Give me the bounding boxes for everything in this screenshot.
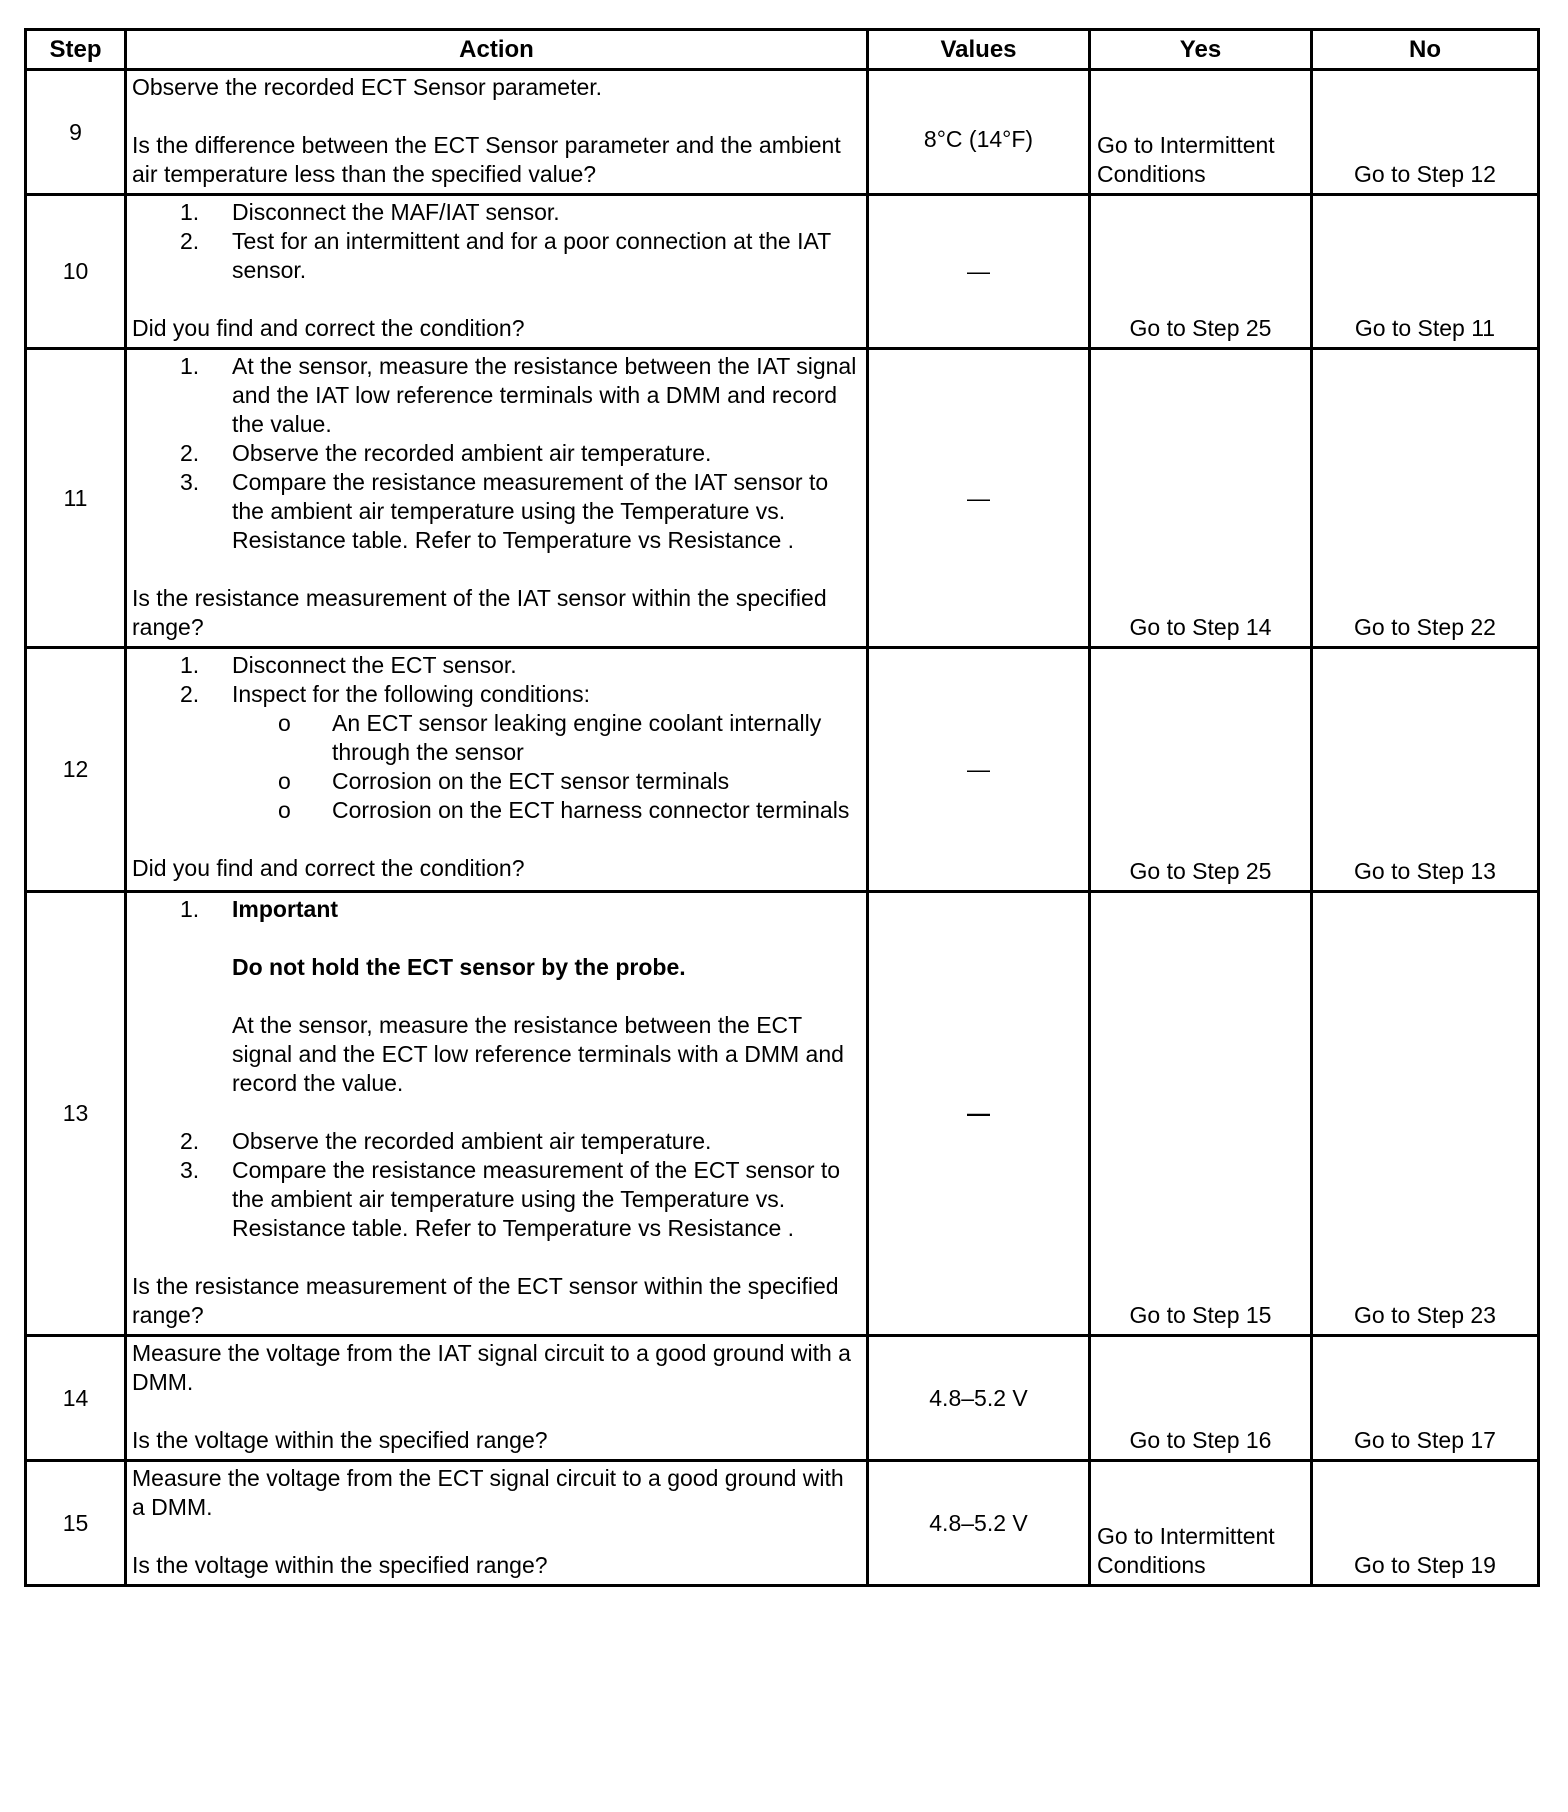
bullet-icon: o [278, 710, 291, 736]
important-warning: Do not hold the ECT sensor by the probe. [232, 954, 686, 980]
step-no: Go to Step 17 [1312, 1336, 1539, 1461]
step-value: — [868, 648, 1090, 892]
step-no: Go to Step 12 [1312, 70, 1539, 195]
action-question: Is the resistance measurement of the IAT sensor within the specified range? [132, 585, 827, 640]
step-no: Go to Step 23 [1312, 892, 1539, 1336]
step-yes: Go to Intermittent Conditions [1090, 70, 1312, 195]
step-no: Go to Step 11 [1312, 195, 1539, 349]
diagnostic-steps-table [24, 28, 1540, 1587]
step-value: 4.8–5.2 V [868, 1336, 1090, 1461]
step-row-13 [26, 892, 1539, 1336]
list-item: 1. Important Do not hold the ECT sensor by the probe. At the sensor, measure the resistance between the ECT signal and the ECT low reference terminals with a DMM and record the value. [180, 896, 844, 1096]
action-list [132, 651, 862, 825]
step-row-10 [26, 195, 1539, 349]
action-list [132, 198, 862, 285]
step-yes: Go to Intermittent Conditions [1090, 1461, 1312, 1586]
step-action [126, 1461, 868, 1586]
action-list [132, 352, 862, 555]
bullet-icon: o [278, 768, 291, 794]
list-item: 2. Observe the recorded ambient air temperature. [180, 440, 712, 466]
step-row-9 [26, 70, 1539, 195]
step-yes: Go to Step 16 [1090, 1336, 1312, 1461]
action-instruction: Measure the voltage from the IAT signal circuit to a good ground with a DMM. [132, 1340, 851, 1395]
step-yes: Go to Step 25 [1090, 195, 1312, 349]
list-item: 2. Inspect for the following conditions: o An ECT sensor leaking engine coolant internally through the sensor o Corrosion on the ECT sensor terminals o Corrosion on the ECT harness connector terminals [132, 680, 862, 825]
header-values: Values [868, 30, 1090, 70]
action-question: Is the voltage within the specified range? [132, 1427, 548, 1453]
action-instruction: Measure the voltage from the ECT signal circuit to a good ground with a DMM. [132, 1465, 844, 1520]
step-number: 15 [26, 1461, 126, 1586]
action-instruction: Observe the recorded ECT Sensor parameter. [132, 74, 603, 100]
important-label: Important [232, 896, 339, 922]
action-question: Did you find and correct the condition? [132, 855, 525, 881]
step-value: 8°C (14°F) [868, 70, 1090, 195]
step-value: 4.8–5.2 V [868, 1461, 1090, 1586]
step-value: — [868, 195, 1090, 349]
step-number: 13 [26, 892, 126, 1336]
header-row [26, 30, 1539, 70]
list-item: 3. Compare the resistance measurement of the ECT sensor to the ambient air temperature using the Temperature vs. Resistance table. Refer to Temperature vs Resistance . [180, 1157, 841, 1241]
step-action [126, 349, 868, 648]
action-question: Is the voltage within the specified range? [132, 1552, 548, 1578]
step-row-12 [26, 648, 1539, 892]
step-row-14 [26, 1336, 1539, 1461]
step-action [126, 892, 868, 1336]
step-number: 12 [26, 648, 126, 892]
list-item: o Corrosion on the ECT harness connector terminals [278, 797, 850, 823]
step-value: — [868, 349, 1090, 648]
condition-list [232, 709, 862, 825]
action-question: Did you find and correct the condition? [132, 315, 525, 341]
header-step: Step [26, 30, 126, 70]
step-value: — [868, 892, 1090, 1336]
list-item: 1. At the sensor, measure the resistance between the IAT signal and the IAT low reference terminals with a DMM and record the value. [180, 353, 857, 437]
action-question: Is the resistance measurement of the ECT sensor within the specified range? [132, 1273, 839, 1328]
step-row-11 [26, 349, 1539, 648]
step-no: Go to Step 13 [1312, 648, 1539, 892]
bullet-icon: o [278, 797, 291, 823]
step-action [126, 648, 868, 892]
list-item: 3. Compare the resistance measurement of the IAT sensor to the ambient air temperature using the Temperature vs. Resistance table. Refer to Temperature vs Resistance . [180, 469, 829, 553]
header-action: Action [126, 30, 868, 70]
step-number: 10 [26, 195, 126, 349]
step-yes: Go to Step 14 [1090, 349, 1312, 648]
header-yes: Yes [1090, 30, 1312, 70]
step-number: 9 [26, 70, 126, 195]
header-no: No [1312, 30, 1539, 70]
action-question: Is the difference between the ECT Sensor parameter and the ambient air temperature less than the specified value? [132, 132, 841, 187]
list-item: 2. Test for an intermittent and for a poor connection at the IAT sensor. [180, 228, 831, 283]
action-list [132, 895, 862, 1243]
step-row-15 [26, 1461, 1539, 1586]
step-yes: Go to Step 25 [1090, 648, 1312, 892]
list-item: o Corrosion on the ECT sensor terminals [278, 768, 730, 794]
step-yes: Go to Step 15 [1090, 892, 1312, 1336]
step-action [126, 195, 868, 349]
list-item: 1. Disconnect the ECT sensor. [180, 652, 517, 678]
step-number: 14 [26, 1336, 126, 1461]
list-item: 1. Disconnect the MAF/IAT sensor. [180, 199, 560, 225]
step-no: Go to Step 22 [1312, 349, 1539, 648]
step-action [126, 1336, 868, 1461]
list-item: 2. Observe the recorded ambient air temperature. [180, 1128, 712, 1154]
step-action [126, 70, 868, 195]
list-item: o An ECT sensor leaking engine coolant internally through the sensor [278, 710, 822, 765]
step-number: 11 [26, 349, 126, 648]
step-no: Go to Step 19 [1312, 1461, 1539, 1586]
